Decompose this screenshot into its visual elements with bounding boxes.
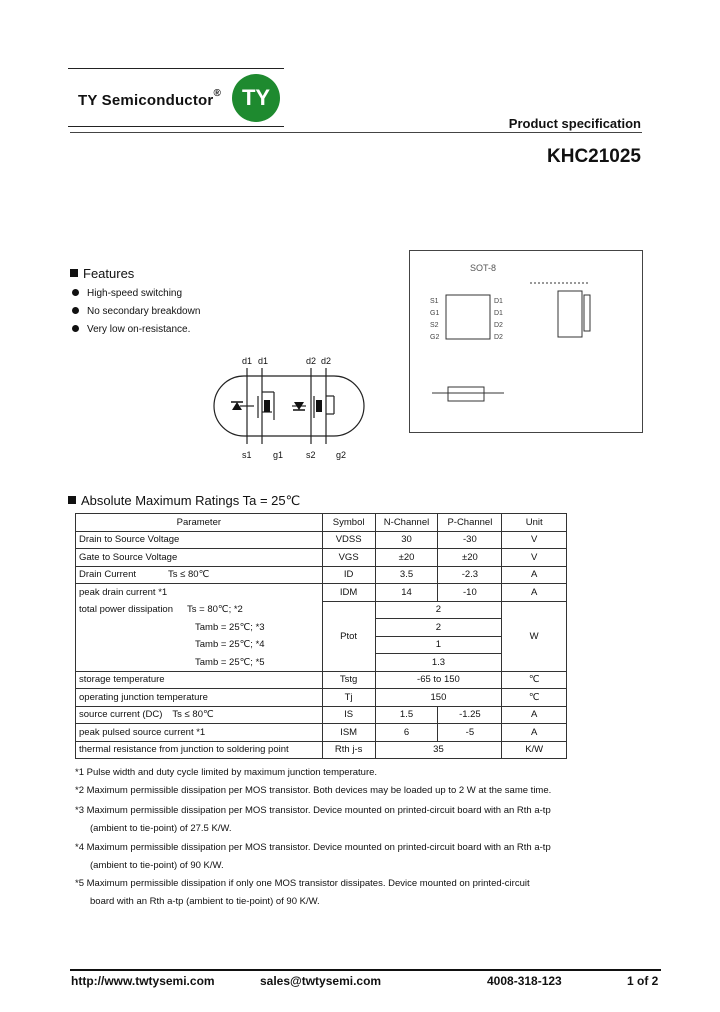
pin-label: d1	[258, 356, 269, 366]
svg-text:S1: S1	[430, 298, 439, 305]
svg-text:G2: G2	[430, 334, 440, 341]
pin-label: d2	[306, 356, 317, 366]
table-row: storage temperature Tstg -65 to 150 ℃	[76, 671, 567, 689]
table-row: peak pulsed source current *1 ISM 6 -5 A	[76, 724, 567, 742]
footnote: board with an Rth a-tp (ambient to tie-point) of 90 K/W.	[90, 896, 320, 907]
logo-text: TY	[241, 85, 271, 110]
square-bullet-icon	[68, 496, 76, 504]
page-number: 1 of 2	[627, 974, 659, 988]
column-header: Unit	[502, 514, 567, 532]
footnote: *3 Maximum permissible dissipation per MOS transistor. Device mounted on printed-circuit board with an Rth a-tp	[75, 805, 551, 816]
ratings-table	[75, 513, 567, 759]
column-header: Symbol	[322, 514, 375, 532]
column-header: P-Channel	[438, 514, 502, 532]
part-number: KHC21025	[547, 146, 641, 167]
company-name-text: TY Semiconductor	[78, 92, 214, 109]
pin-label: d2	[321, 356, 332, 366]
table-row: Gate to Source Voltage VGS ±20 ±20 V	[76, 549, 567, 567]
bullet-icon	[72, 325, 79, 332]
svg-text:D1: D1	[494, 310, 503, 317]
ratings-heading: Absolute Maximum Ratings Ta = 25℃	[68, 493, 300, 509]
pin-label: g2	[336, 450, 347, 460]
footnote: *1 Pulse width and duty cycle limited by maximum junction temperature.	[75, 767, 378, 778]
pin-label: g1	[273, 450, 284, 460]
package-outline-drawing	[409, 250, 643, 433]
company-logo	[232, 74, 280, 122]
phone-number: 4008-318-123	[487, 974, 562, 988]
footnote: *4 Maximum permissible dissipation per MOS transistor. Device mounted on printed-circuit board with an Rth a-tp	[75, 842, 551, 853]
table-row: source current (DC) Ts ≤ 80℃ IS 1.5 -1.25 A	[76, 706, 567, 724]
square-bullet-icon	[70, 269, 78, 277]
feature-item: No secondary breakdown	[72, 306, 200, 317]
table-row: operating junction temperature Tj 150 ℃	[76, 689, 567, 707]
pin-label: d1	[242, 356, 253, 366]
table-row: total power dissipation Ts = 80℃; *2 Ptot 2 W	[76, 601, 567, 619]
table-header-row	[76, 514, 567, 532]
company-name	[78, 88, 222, 109]
footnote: (ambient to tie-point) of 90 K/W.	[90, 860, 224, 871]
table-row: Tamb = 25℃; *5 1.3	[76, 654, 567, 672]
pin-label: s1	[242, 450, 252, 460]
email-link[interactable]: sales@twtysemi.com	[260, 974, 382, 988]
registered-mark: ®	[213, 88, 222, 99]
table-row: Drain Current Ts ≤ 80℃ ID 3.5 -2.3 A	[76, 566, 567, 584]
svg-text:D2: D2	[494, 322, 503, 329]
footnote: *5 Maximum permissible dissipation if only one MOS transistor dissipates. Device mounted on printed-circuit	[75, 878, 530, 889]
footnote: *2 Maximum permissible dissipation per MOS transistor. Both devices may be loaded up to 2 W at the same time.	[75, 785, 552, 796]
svg-text:S2: S2	[430, 322, 439, 329]
feature-item: High-speed switching	[72, 288, 182, 299]
table-row: Drain to Source Voltage VDSS 30 -30 V	[76, 531, 567, 549]
pin-label: s2	[306, 450, 316, 460]
circuit-diagram	[210, 352, 370, 464]
table-row: Tamb = 25℃; *4 1	[76, 636, 567, 654]
package-title: SOT-8	[470, 263, 497, 273]
footnote: (ambient to tie-point) of 27.5 K/W.	[90, 823, 232, 834]
features-heading: Features	[70, 266, 134, 281]
svg-text:D2: D2	[494, 334, 503, 341]
column-header: N-Channel	[375, 514, 438, 532]
bullet-icon	[72, 307, 79, 314]
product-specification-label: Product specification	[508, 116, 641, 131]
package-diagram	[410, 251, 642, 432]
column-header: Parameter	[76, 514, 323, 532]
table-row: peak drain current *1 IDM 14 -10 A	[76, 584, 567, 602]
website-link[interactable]: http://www.twtysemi.com	[71, 974, 215, 988]
svg-text:D1: D1	[494, 298, 503, 305]
table-row: Tamb = 25℃; *3 2	[76, 619, 567, 637]
table-row: thermal resistance from junction to soldering point Rth j-s 35 K/W	[76, 741, 567, 759]
svg-text:G1: G1	[430, 310, 440, 317]
footer-divider	[70, 969, 661, 971]
feature-item: Very low on-resistance.	[72, 324, 190, 335]
bullet-icon	[72, 289, 79, 296]
